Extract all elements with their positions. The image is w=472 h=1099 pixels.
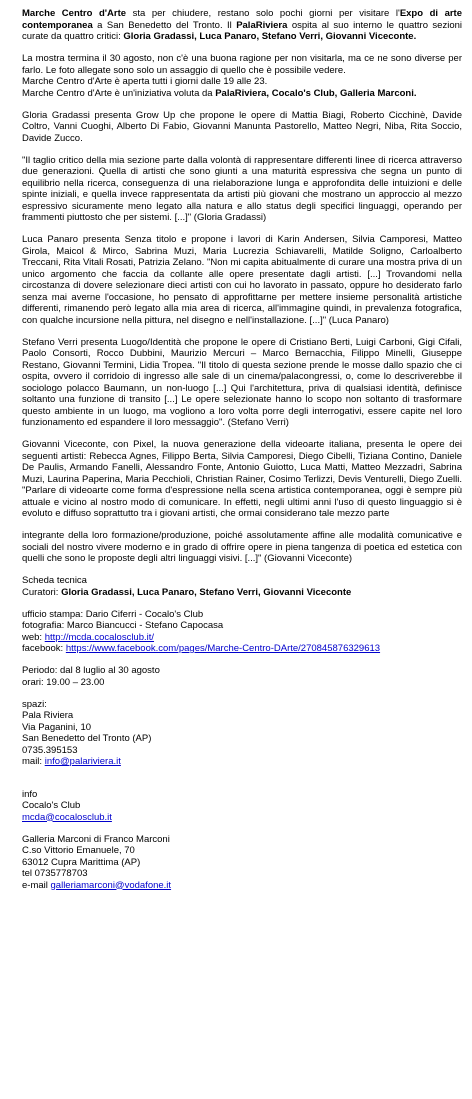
section-viceconte: Giovanni Viceconte, con Pixel, la nuova generazione della videoarte italiana, presenta le opere dei seguenti artisti: Rebecca Agnes, Filippo Berta, Silvia Camporesi, Diego Cibelli, Tiziana Contino, Daniele De Paulis, Armando Fanelli, Alessandro Fonte, Antonio Guiotto, Luca Matti, Matteo Mezzadri, Sabrina Muzi, Laurina Paperina, Maria Pecchioli, Christian Rainer, Cosimo Terlizzi, Devis Venturelli, Diego Zuelli. "Parlare di videoarte come forma d'espressione nella scena artistica contemporanea, oggi è sempre più attuale e vicino al nostro modo di comunicare. In effetti, negli ultimi anni l'uso di questo linguaggio si è evoluto e diffuso soprattutto tra i giovani artisti, che ormai considerano tale mezzo parte xyxy=(22,439,462,519)
scheda-tecnica: Scheda tecnica Curatori: Gloria Gradassi, Luca Panaro, Stefano Verri, Giovanni Viceconte xyxy=(22,575,462,598)
exhibition-info-paragraph: La mostra termina il 30 agosto, non c'è una buona ragione per non visitarla, ma ce ne sono diverse per farlo. Le foto allegate sono solo un assaggio di quello che è possibile vedere. Marche Centro d'Arte è aperta tutti i giorni dalle 19 alle 23. Marche Centro d'Arte è un'iniziativa voluta da PalaRiviera, Cocalo's Club, Galleria Marconi. xyxy=(22,53,462,99)
info-block: info Cocalo's Club mcda@cocalosclub.it xyxy=(22,788,112,823)
galleria-block: Galleria Marconi di Franco Marconi C.so Vittorio Emanuele, 70 63012 Cupra Marittima (AP) tel 0735778703 e-mail galleriamarconi@vodafone.it xyxy=(22,833,172,891)
web-link[interactable]: http://mcda.cocalosclub.it/ xyxy=(44,631,155,643)
curators-list: Gloria Gradassi, Luca Panaro, Stefano Verri, Giovanni Viceconte. xyxy=(123,31,417,42)
section-gradassi: Gloria Gradassi presenta Grow Up che propone le opere di Mattia Biagi, Roberto Cicchinè, Davide Coltro, Vanni Cuoghi, Alberto Di Fabio, Giovanni Manunta Pastorello, Matteo Negri, Niba, Rita Soccio, Davide Zucco. xyxy=(22,109,462,144)
cocalos-mail-link[interactable]: mcda@cocalosclub.it xyxy=(22,811,112,823)
scheda-curatori: Gloria Gradassi, Luca Panaro, Stefano Verri, Giovanni Viceconte xyxy=(61,586,352,598)
facebook-link[interactable]: https://www.facebook.com/pages/Marche-Centro-DArte/270845876329613 xyxy=(65,643,381,654)
palariviera-mail-link[interactable]: info@palariviera.it xyxy=(44,756,121,767)
section-panaro: Luca Panaro presenta Senza titolo e propone i lavori di Karin Andersen, Silvia Camporesi, Matteo Girola, Maicol & Mirco, Sabrina Muzi, Maria Lucrezia Schiavarelli, Matilde Soligno, Carloalberto Treccani, Rita Vitali Rosati, Patrizia Zelano. "Non mi capita abitualmente di curare una mostra priva di un unico argomento che faccia da collante alle opere presentate dagli artisti. [...] Trovandomi nella circostanza di dovere selezionare dieci artisti con cui ho lavorato in passato, oppure ho desiderato farlo senza mai averne l'occasione, ho pensato di approfittarne per mettere insieme personalità artistiche differenti, rimanendo però legato alla mia area di ricerca, all'immagine quindi, in prevalenza fotografica, con qualche incursione nella pittura, nel disegno e nell'installazione. [...]" (Luca Panaro) xyxy=(22,234,462,326)
intro-paragraph: Marche Centro d'Arte sta per chiudere, restano solo pochi giorni per visitare l'Expo di arte contemporanea a San Benedetto del Tronto. Il PalaRiviera ospita al suo interno le quattro sezioni curate da quattro critici: Gloria Gradassi, Luca Panaro, Stefano Verri, Giovanni Viceconte. xyxy=(22,8,463,42)
spazi-block: spazi: Pala Riviera Via Paganini, 10 San Benedetto del Tronto (AP) 0735.395153 mail: info@palariviera.it xyxy=(22,698,152,767)
galleria-mail-link[interactable]: galleriamarconi@vodafone.it xyxy=(50,879,172,891)
section-viceconte-continued: integrante della loro formazione/produzione, poiché assolutamente affine alle modalità comunicative e sociali del nostro vivere moderno e in grado di offrire opere in piena tangenza di poetica ed estetica con quelli che sono le proposte degli altri linguaggi visivi. [...]" (Giovanni Viceconte) xyxy=(22,530,462,564)
periodo-block: Periodo: dal 8 luglio al 30 agosto orari: 19.00 – 23.00 xyxy=(22,665,160,688)
venue-name: Marche Centro d'Arte xyxy=(22,8,127,19)
section-verri: Stefano Verri presenta Luogo/Identità che propone le opere di Cristiano Berti, Luigi Carboni, Gigi Cifali, Paolo Consorti, Rocco Dubbini, Maurizio Mercuri – Marco Bernacchia, Filippo Minelli, Giuseppe Restano, Giovanni Termini, Lidia Tropea. "Il titolo di questa sezione prende le mosse dallo spazio che ci ospita, ovvero il corridoio di ingresso alle sale di un cinema/palacongressi, o, come lo descriverebbe il sociologo polacco Baumann, un non-luogo [...] Qui l'architettura, priva di qualsiasi identità, definisce soltanto una funzione di transito [...] Le opere selezionate hanno lo scopo non soltanto di trasformare questo ambiente in un luogo, ma vogliono a loro volta porre degli interrogativi, essere capite nel loro funzionamento ed espandere il loro messaggio". (Stefano Verri) xyxy=(22,336,462,428)
quote-gradassi: "Il taglio critico della mia sezione parte dalla volontà di rappresentare differenti linee di ricerca attraverso due generazioni. Quella di artisti che sono giunti a una maturità espressiva che segna un punto di equilibrio nella ricerca, conseguenza di una rielaborazione lunga e approfondita delle intuizioni e delle spinte iniziali, e quella invece rappresentata da artisti più giovani che mostrano un approccio al mezzo espressivo sicuramente meno legato alla natura e allo status degli specifici linguaggi, operando per frammenti piuttosto che per sistemi. [...]" (Gloria Gradassi) xyxy=(22,154,462,223)
credits-block: ufficio stampa: Dario Ciferri - Cocalo's Club fotografia: Marco Biancucci - Stefano Capocasa web: http://mcda.cocalosclub.it/ facebook: https://www.facebook.com/pages/Marche-Centro-DArte/270845876329613 xyxy=(22,608,381,654)
scheda-title: Scheda tecnica xyxy=(22,575,87,586)
